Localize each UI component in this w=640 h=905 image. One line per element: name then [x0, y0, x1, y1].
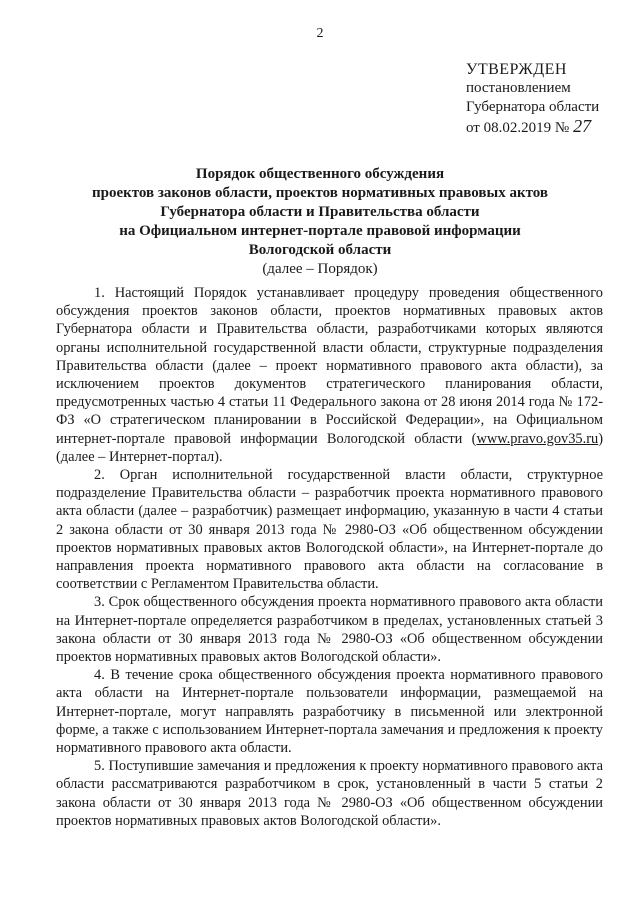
- paragraph-1: [56, 284, 603, 466]
- page-number: 2: [316, 26, 324, 41]
- title-line-6: (далее – Порядок): [262, 261, 378, 277]
- approval-stamp: [466, 60, 599, 138]
- paragraph-1-tail: ) (далее – Интернет-портал).: [56, 430, 603, 465]
- approval-date: от 08.02.2019 №: [466, 120, 570, 136]
- title-line-1: Порядок общественного обсуждения: [195, 166, 445, 182]
- approval-heading: УТВЕРЖДЕН: [466, 61, 567, 78]
- approval-line-governor: Губернатора области: [466, 99, 600, 115]
- paragraph-1-text: 1. Настоящий Порядок устанавливает процедуру проведения общественного обсуждения проектов законов области, проектов нормативных правовых актов Губернатора области и Правительства области, разработчиками которых являются органы исполнительной государственной власти области, структурные подразделения Правительства области (далее – проект нормативного правового акта области), за исключением проектов документов стратегического планирования области, предусмотренных частью 4 статьи 11 Федерального закона от 28 июня 2014 года № 172-ФЗ «О стратегическом планировании в Российской Федерации», на Официальном интернет-портале правовой информации Вологодской области (: [56, 285, 603, 447]
- paragraph-2: 2. Орган исполнительной государственной власти области, структурное подразделение Правительства области – разработчик проекта нормативного правового акта области (далее – разработчик) размещает информацию, указанную в части 4 статьи 2 закона области от 30 января 2013 года № 2980-ОЗ «Об общественном обсуждении проектов нормативных правовых актов Вологодской области», на Интернет-портале до направления проекта нормативного правового акта области на согласование в соответствии с Регламентом Правительства области.: [56, 467, 603, 593]
- paragraph-5: 5. Поступившие замечания и предложения к проекту нормативного правового акта области рассматриваются разработчиком в срок, установленный в части 5 статьи 2 закона области от 30 января 2013 года № 2980-ОЗ «Об общественном обсуждении проектов нормативных правовых актов Вологодской области».: [56, 758, 603, 829]
- portal-link[interactable]: www.pravo.gov35.ru: [476, 430, 599, 447]
- document-title: [0, 165, 640, 279]
- paragraph-4: 4. В течение срока общественного обсуждения проекта нормативного правового акта области на Интернет-портале пользователи информации, размещаемой на Интернет-портале, могут направлять разработчику в письменной или электронной форме, а также с использованием Интернет-портала замечания и предложения к проекту нормативного правового акта области.: [56, 667, 603, 757]
- title-line-3: Губернатора области и Правительства области: [160, 204, 480, 220]
- document-body: [56, 284, 603, 830]
- title-line-2: проектов законов области, проектов нормативных правовых актов: [91, 185, 549, 201]
- title-line-5: Вологодской области: [248, 242, 392, 258]
- approval-line-resolution: постановлением: [466, 80, 571, 96]
- approval-line-date: [466, 117, 599, 138]
- title-line-4: на Официальном интернет-портале правовой информации: [119, 223, 521, 239]
- paragraph-3: 3. Срок общественного обсуждения проекта нормативного правового акта области на Интернет-портале определяется разработчиком в пределах, установленных статьей 3 закона области от 30 января 2013 года № 2980-ОЗ «Об общественном обсуждении проектов нормативных правовых актов Вологодской области».: [56, 594, 603, 666]
- approval-number: 27: [573, 116, 592, 136]
